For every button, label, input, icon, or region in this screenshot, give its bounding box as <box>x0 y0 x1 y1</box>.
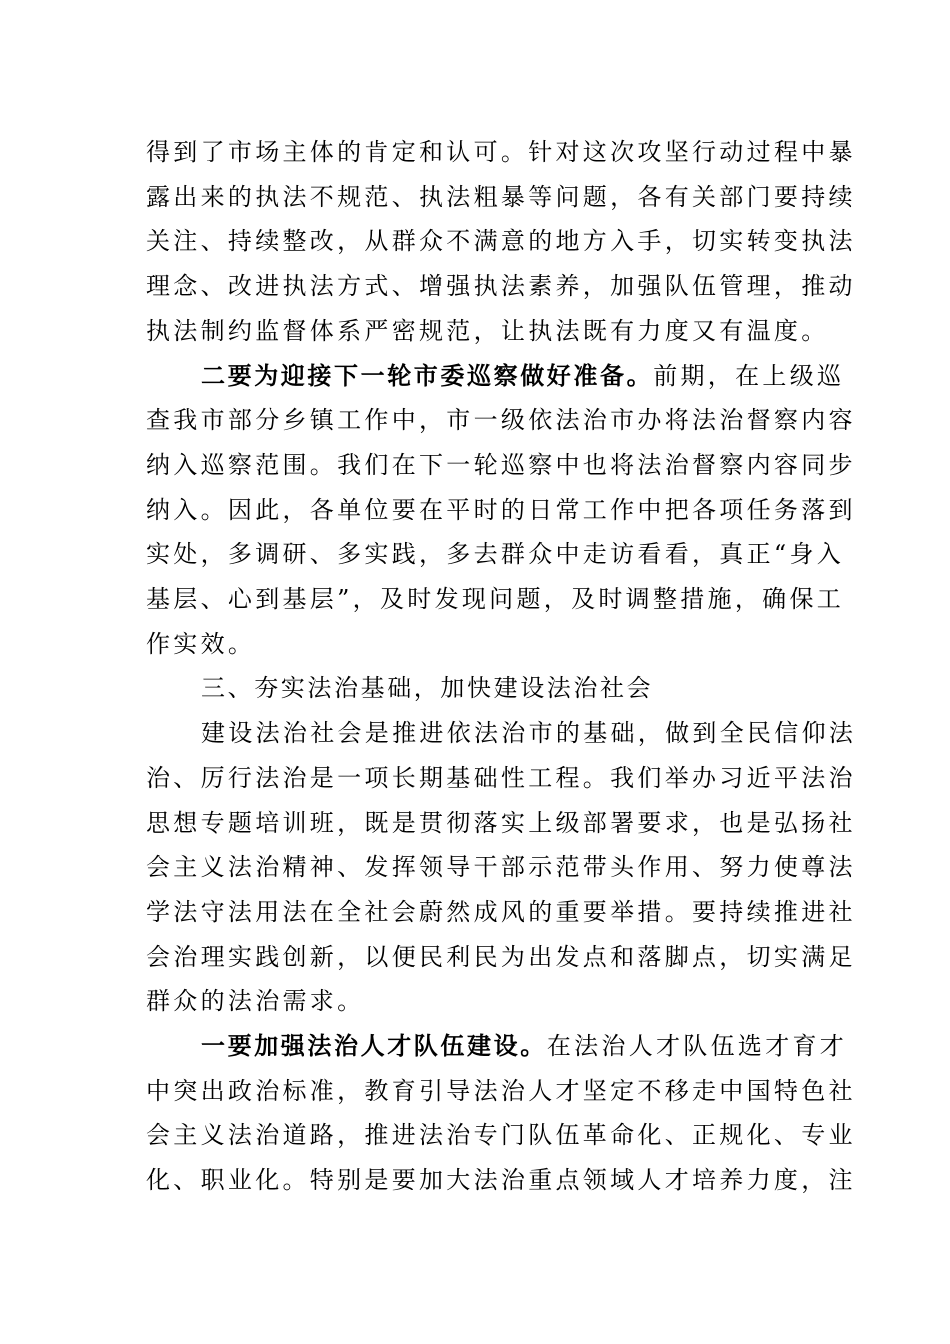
text-line: 得到了市场主体的肯定和认可。针对这次攻坚行动过程中暴 <box>146 138 856 166</box>
text-line: 作实效。 <box>146 629 256 658</box>
text-line: 会主义法治精神、发挥领导干部示范带头作用、努力使尊法 <box>146 853 856 882</box>
text-line: 建设法治社会是推进依法治市的基础，做到全民信仰法 <box>201 719 857 748</box>
text-line: 查我市部分乡镇工作中，市一级依法治市办将法治督察内容 <box>146 406 856 435</box>
text-line: 实处，多调研、多实践，多去群众中走访看看，真正“身入 <box>146 540 845 569</box>
text-line: 学法守法用法在全社会蔚然成风的重要举措。要持续推进社 <box>146 897 856 926</box>
paragraph-talent-building <box>146 1024 856 1203</box>
text-line: 化、职业化。特别是要加大法治重点领域人才培养力度，注 <box>146 1166 856 1195</box>
paragraph-inspection-prep <box>146 354 856 667</box>
text-line: 理念、改进执法方式、增强执法素养，加强队伍管理，推动 <box>146 272 856 301</box>
text-line <box>146 354 845 399</box>
section-heading: 三、夯实法治基础，加快建设法治社会 <box>201 674 654 703</box>
text-line: 群众的法治需求。 <box>146 987 365 1016</box>
text-line: 露出来的执法不规范、执法粗暴等问题，各有关部门要持续 <box>146 182 856 211</box>
paragraph-continuation <box>146 130 856 354</box>
text-run: 前期，在上级巡 <box>653 361 845 390</box>
text-line: 思想专题培训班，既是贯彻落实上级部署要求，也是弘扬社 <box>146 808 856 837</box>
bold-lead-sentence: 一要加强法治人才队伍建设。 <box>201 1032 547 1061</box>
text-line: 关注、持续整改，从群众不满意的地方入手，切实转变执法 <box>146 227 856 256</box>
paragraph-rule-of-law-society <box>146 711 857 1024</box>
text-line: 会主义法治道路，推进法治专门队伍革命化、正规化、专业 <box>146 1121 856 1150</box>
text-line: 中突出政治标准，教育引导法治人才坚定不移走中国特色社 <box>146 1076 856 1105</box>
text-line: 纳入。因此，各单位要在平时的日常工作中把各项任务落到 <box>146 495 856 524</box>
bold-lead-sentence: 二要为迎接下一轮市委巡察做好准备。 <box>201 361 654 390</box>
text-line: 基层、心到基层”，及时发现问题，及时调整措施，确保工 <box>146 585 845 614</box>
text-line: 治、厉行法治是一项长期基础性工程。我们举办习近平法治 <box>146 763 856 792</box>
document-body <box>146 130 857 1203</box>
text-line: 纳入巡察范围。我们在下一轮巡察中也将法治督察内容同步 <box>146 450 856 479</box>
text-line <box>146 1024 848 1069</box>
text-run: 在法治人才队伍选才育才 <box>546 1032 848 1061</box>
text-line: 会治理实践创新，以便民利民为出发点和落脚点，切实满足 <box>146 942 856 971</box>
text-line: 执法制约监督体系严密规范，让执法既有力度又有温度。 <box>146 316 829 345</box>
